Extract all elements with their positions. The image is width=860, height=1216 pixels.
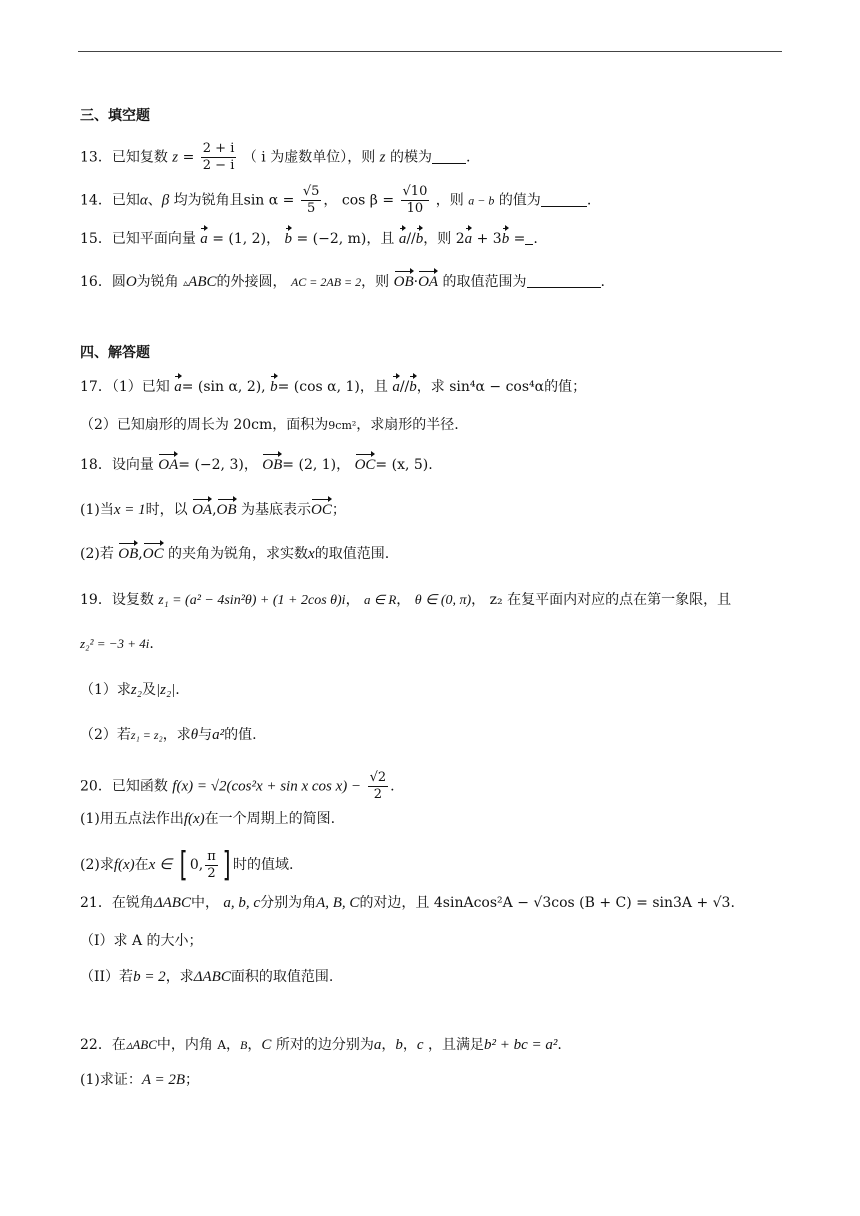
answer-blank[interactable] xyxy=(432,149,466,164)
header-rule xyxy=(78,51,782,52)
fraction: $\frac{√2}{2}$ xyxy=(369,770,387,802)
question-20-part-2: (2)求f(x)在x ∈ [ 0, $\frac{\pi}{2}$ ] 时的值域. xyxy=(80,845,294,885)
fraction: $\frac{√10}{10}$ xyxy=(402,184,428,216)
vector-a: a xyxy=(200,231,208,247)
section-title-fill-in: 三、填空题 xyxy=(80,108,150,124)
question-21-part-1: （I）求 A 的大小； xyxy=(80,933,203,949)
question-17-part-2: （2）已知扇形的周长为 20cm，面积为9cm²，求扇形的半径. xyxy=(80,417,459,433)
question-19: 19．设复数 z₁ = (a² − 4sin²θ) + (1 + 2cos θ)i， a ∈ R， θ ∈ (0, π)， z₂ 在复平面内对应的点在第一象限，且 xyxy=(80,592,732,608)
question-21-part-2: （II）若b = 2，求ΔABC面积的取值范围. xyxy=(80,969,334,985)
question-19-part-1: （1）求z₂及|z₂|. xyxy=(80,682,180,698)
question-21: 21．在锐角ΔABC中， a, b, c分别为角A, B, C的对边，且 4sinAcos²A − √3cos (B + C) = sin3A + √3. xyxy=(80,895,735,911)
question-13: 13．已知复数 z = $\frac{2 + i}{2 - i}$ （ i 为虚数单位），则 z 的模为 . xyxy=(80,141,471,173)
fraction: $\frac{2 + i}{2 - i}$ xyxy=(202,141,235,173)
question-19-part-2: （2）若z₁ = z₂，求θ与a²的值. xyxy=(80,727,257,743)
section-title-solution: 四、解答题 xyxy=(80,345,150,361)
vector-b: b xyxy=(284,231,293,247)
question-22: 22．在▵ABC中，内角 A，B，C 所对的边分别为a，b，c ，且满足b² + bc = a². xyxy=(80,1037,562,1053)
question-17-part-1: 17．（1）已知 a= (sin α, 2), b= (cos α, 1)，且 a//b，求 sin⁴α − cos⁴α的值； xyxy=(80,379,587,395)
question-14: 14．已知α、β 均为锐角且sin α = $\frac{√5}{5}$ ， cos β = $\frac{√10}{10}$ ，则 a − b 的值为 . xyxy=(80,184,592,216)
question-18-part-2: (2)若 OB,OC 的夹角为锐角，求实数x的取值范围. xyxy=(80,546,390,562)
question-15: 15．已知平面向量 a = (1, 2)， b = (−2, m)，且 a//b，则 2a + 3b = . xyxy=(80,231,538,247)
question-16: 16．圆O为锐角 ▵ABC的外接圆， AC = 2AB = 2，则 OB·OA 的取值范围为 . xyxy=(80,274,605,290)
fraction: $\frac{√5}{5}$ xyxy=(302,184,320,216)
question-20-part-1: (1)用五点法作出f(x)在一个周期上的简图. xyxy=(80,811,336,827)
answer-blank[interactable] xyxy=(527,273,601,288)
vector-oa: OA xyxy=(418,274,439,290)
vector-ob: OB xyxy=(393,274,414,290)
question-19-equation: z₂² = −3 + 4i. xyxy=(80,636,154,652)
question-22-part-1: (1)求证：A = 2B； xyxy=(80,1072,200,1088)
question-18-part-1: (1)当x = 1时，以 OA,OB 为基底表示OC； xyxy=(80,502,346,518)
fraction: $\frac{\pi}{2}$ xyxy=(207,848,216,881)
answer-blank[interactable] xyxy=(541,192,587,207)
question-18: 18．设向量 OA= (−2, 3)， OB= (2, 1)， OC= (x, 5). xyxy=(80,457,433,473)
question-20: 20．已知函数 f(x) = √2(cos²x + sin x cos x) − $\frac{√2}{2}$ . xyxy=(80,770,395,802)
